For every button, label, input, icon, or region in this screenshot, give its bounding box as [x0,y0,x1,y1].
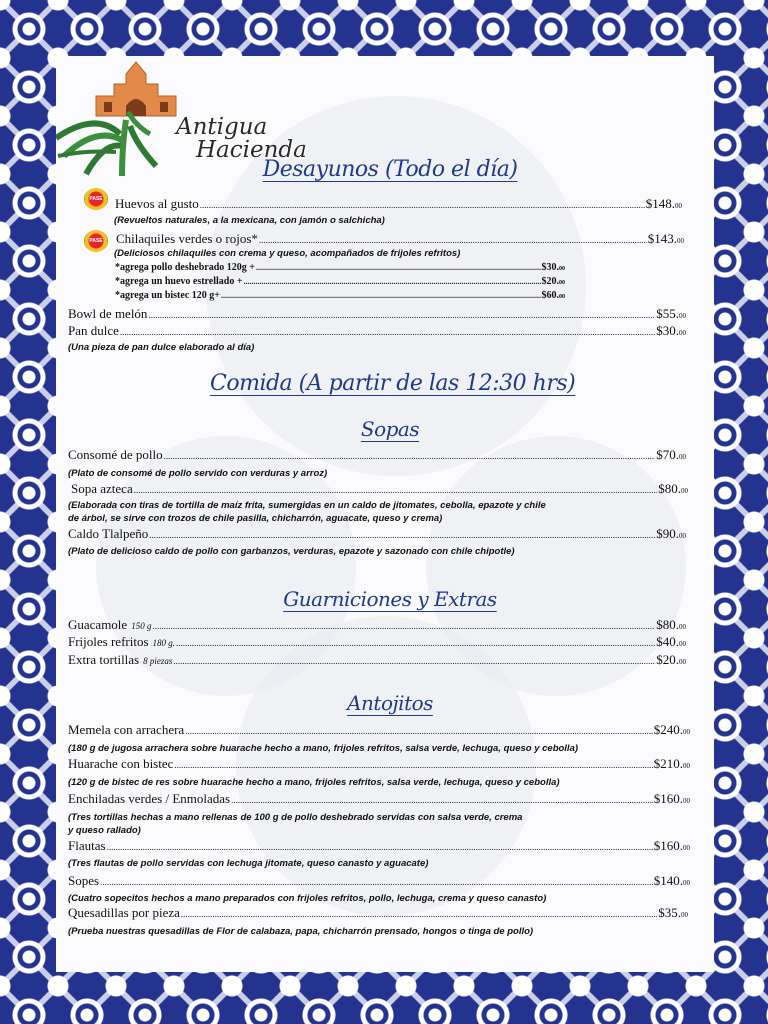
item-price: $210. [653,756,683,771]
item-cents: 00 [677,237,684,245]
item-cents: 00 [675,202,682,210]
item-price: $143. [647,231,677,246]
item-name: Extra tortillas [68,652,140,667]
menu-item-bowl [68,306,686,322]
addon-cents: 00 [559,266,565,272]
logo-text-antigua: Antigua [176,114,268,140]
item-cents: 00 [681,487,688,495]
section-heading-desayunos: Desayunos (Todo el día) [262,157,518,182]
item-price: $35. [658,905,681,920]
addon-name: *agrega un bistec 120 g+ [115,290,220,301]
item-cents: 00 [683,728,690,736]
section-heading-sopas: Sopas [360,417,420,441]
item-price: $80. [656,617,679,632]
addon-cents: 00 [559,294,565,300]
menu-item-consome [68,447,686,463]
item-description: (Plato de delicioso caldo de pollo con garbanzos, verduras, epazote y sazonado con chile chipotle) [68,546,515,557]
item-description: (120 g de bistec de res sobre huarache hecho a mano, frijoles refritos, salsa verde, lechuga, queso y cebolla) [68,777,560,788]
item-name: Caldo Tlalpeño [68,526,149,541]
item-name: Sopa azteca [71,481,133,496]
item-price: $40. [656,634,679,649]
item-description-line2: de árbol, se sirve con trozos de chile pasilla, chicharrón, aguacate, queso y crema) [68,513,443,524]
item-description-line1: (Elaborada con tiras de tortilla de maíz frita, sumergidas en un caldo de jitomates, cebolla, epazote y chile [68,500,546,511]
menu-item-quesadillas [68,905,688,921]
menu-item-huarache [68,756,690,772]
item-description: (Revueltos naturales, a la mexicana, con jamón o salchicha) [114,215,385,226]
item-description-line1: (Tres tortillas hechas a mano rellenas de 100 g de pollo deshebrado servidas con salsa verde, crema [68,812,523,823]
item-name: Sopes [68,873,100,888]
menu-item-flautas [68,838,690,854]
item-cents: 00 [679,532,686,540]
item-cents: 00 [683,844,690,852]
item-description: (Una pieza de pan dulce elaborado al día) [68,342,255,353]
addon-bistec [115,290,565,301]
item-description: (Plato de consomé de pollo servido con verduras y arroz) [68,468,328,479]
item-name: Flautas [68,838,106,853]
item-name: Huevos al gusto [115,196,199,211]
item-description: (Prueba nuestras quesadillas de Flor de calabaza, papa, chicharrón prensado, hongos o tinga de pollo) [68,926,534,937]
addon-price: $60. [541,290,559,301]
section-heading-antojitos: Antojitos [347,691,433,715]
addon-pollo [115,262,565,273]
item-price: $160. [653,838,683,853]
section-heading-guarniciones: Guarniciones y Extras [283,587,497,611]
item-cents: 00 [683,762,690,770]
pase-badge-icon: PASE [84,188,108,210]
menu-item-huevos [115,196,682,212]
addon-name: *agrega un huevo estrellado + [115,276,243,287]
item-name: Guacamole [68,617,128,632]
menu-item-frijoles [68,634,686,650]
menu-item-tortillas [68,652,686,668]
item-cents: 00 [681,911,688,919]
addon-name: *agrega pollo deshebrado 120g + [115,262,255,273]
menu-item-sopes [68,873,690,889]
menu-item-caldo-tlalpeno [68,526,686,542]
item-description: (Tres flautas de pollo servidas con lechuga jitomate, queso canasto y aguacate) [68,858,429,869]
item-name: Consomé de pollo [68,447,163,462]
item-cents: 00 [679,640,686,648]
item-price: $20. [656,652,679,667]
item-price: $80. [658,481,681,496]
item-name: Pan dulce [68,323,119,338]
item-name: Enchiladas verdes / Enmoladas [68,791,231,806]
menu-item-pan-dulce [68,323,686,339]
addon-price: $30. [541,262,559,273]
item-description: (180 g de jugosa arrachera sobre huarache hecho a mano, frijoles refritos, salsa verde, lechuga, queso y cebolla) [68,743,579,754]
menu-item-enchiladas [68,791,690,807]
item-name: Quesadillas por pieza [68,905,180,920]
item-cents: 00 [679,453,686,461]
item-name: Huarache con bistec [68,756,174,771]
item-description-line2: y queso rallado) [68,825,141,836]
item-cents: 00 [683,797,690,805]
item-price: $140. [653,873,683,888]
item-price: $55. [656,306,679,321]
item-quantity: 150 g [131,621,152,631]
item-price: $148. [645,196,675,211]
addon-cents: 00 [559,280,565,286]
menu-item-memela [68,722,690,738]
item-price: $30. [656,323,679,338]
item-cents: 00 [679,623,686,631]
logo-text-hacienda: Hacienda [196,137,307,163]
item-description: (Deliciosos chilaquiles con crema y queso, acompañados de frijoles refritos) [114,248,461,259]
item-cents: 00 [679,312,686,320]
addon-price: $20. [541,276,559,287]
item-name: Memela con arrachera [68,722,185,737]
menu-item-chilaquiles [116,231,684,247]
section-heading-comida: Comida (A partir de las 12:30 hrs) [210,371,576,396]
item-price: $240. [653,722,683,737]
item-name: Chilaquiles verdes o rojos* [116,231,258,246]
item-name: Bowl de melón [68,306,148,321]
item-name: Frijoles refritos [68,634,149,649]
item-cents: 00 [683,879,690,887]
item-price: $70. [656,447,679,462]
addon-huevo [115,276,565,287]
pase-badge-icon: PASE [84,230,108,252]
menu-item-sopa-azteca [71,481,688,497]
item-cents: 00 [679,329,686,337]
menu-item-guacamole [68,617,686,633]
item-quantity: 8 piezas [143,656,173,666]
item-price: $90. [656,526,679,541]
item-quantity: 180 g. [152,638,176,648]
item-description: (Cuatro sopecitos hechos a mano preparados con frijoles refritos, pollo, lechuga, crema y queso canasto) [68,893,547,904]
item-cents: 00 [679,658,686,666]
item-price: $160. [653,791,683,806]
